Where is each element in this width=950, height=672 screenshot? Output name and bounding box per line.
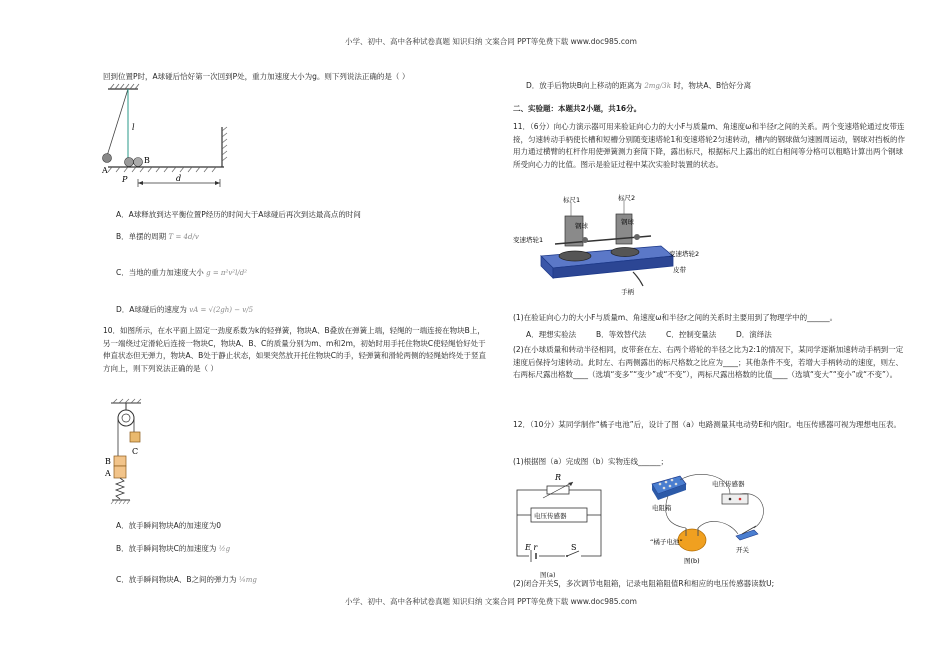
page-footer: 小学、初中、高中各种试卷真题 知识归纳 文案合同 PPT等免费下载 www.doc985.com: [345, 597, 637, 606]
caption-b: 图(b): [684, 557, 700, 565]
q12-stem: 12．（10分）某同学制作“橘子电池”后，设计了图（a）电路测量其电动势E和内阻r。电压传感器可视为理想电压表。: [513, 420, 902, 429]
q9-option-c-text: C．当地的重力加速度大小: [116, 268, 204, 277]
label-b: B: [144, 156, 150, 165]
label-wheel2: 变速塔轮2: [669, 250, 700, 258]
label-wheel1: 变速塔轮1: [513, 236, 544, 244]
steel-ball-2: [634, 234, 640, 240]
steel-ball-1: [582, 237, 588, 243]
q11-part1: (1)在验证向心力的大小F与质量m、角速度ω和半径r之间的关系时主要用到了物理学中的______。: [513, 313, 838, 322]
block-b: [114, 456, 126, 466]
q9-stem: 回到位置P时，A球碰后恰好第一次回到P处，重力加速度大小为g。则下列说法正确的是（ ）: [103, 72, 410, 81]
label-handle: 手柄: [621, 288, 634, 296]
label-s: S: [571, 543, 577, 552]
page-header: 小学、初中、高中各种试卷真题 知识归纳 文案合同 PPT等免费下载 www.doc985.com: [345, 37, 637, 46]
label-ruler2: 标尺2: [618, 194, 636, 202]
voltage-sensor-device: [722, 494, 748, 504]
q9-option-b: [116, 231, 199, 242]
label-ruler1: 标尺1: [563, 196, 581, 204]
label-orange: “橘子电池”: [650, 538, 683, 546]
q11-stem: 11．（6分）向心力演示器可用来验证向心力的大小F与质量m、角速度ω和半径r之间的关系。两个变速塔轮通过皮带连接，匀速转动手柄使长槽和短槽分别随变速塔轮1和变速塔轮2匀速转动，槽内的钢球做匀速圆周运动，钢球对挡板的作用力通过横臂的杠杆作用使弹簧测力套筒下降，露出标尺，根据标尺上露出的红白相间等分格可以粗略计算出两个钢球所受向心力的比值。图示是验证过程中某次实验时装置的状态。: [513, 122, 906, 169]
label-c: C: [132, 447, 139, 456]
label-ball1: 钢球: [575, 222, 588, 230]
label-belt: 皮带: [673, 266, 686, 274]
ball-a: [103, 154, 112, 163]
caption-a: 图(a): [540, 571, 556, 579]
q9-option-b-text: B．单摆的周期: [116, 232, 167, 241]
q9-option-a: A．A球释放到达平衡位置P经历的时间大于A球碰后再次到达最高点的时间: [116, 210, 361, 219]
q10-option-b-text: B．放手瞬间物块C的加速度为: [116, 544, 217, 553]
label-ball2: 钢球: [621, 218, 634, 226]
label-resbox: 电阻箱: [652, 504, 672, 512]
q11-option-a: A．理想实验法: [526, 330, 577, 339]
label-a2: A: [105, 469, 111, 478]
label-sensor-b: 电压传感器: [712, 480, 745, 488]
label-sensor-a: 电压传感器: [534, 512, 567, 520]
label-l: l: [132, 123, 135, 132]
pulley-spring-figure: [103, 398, 148, 508]
q11-option-d: D．演绎法: [736, 330, 772, 339]
label-a: A: [102, 166, 108, 175]
q9-option-d-formula: vA = √(2gh) − v/5: [189, 306, 254, 314]
q10-option-b-formula: ½g: [218, 545, 231, 553]
ball-b: [134, 158, 143, 167]
q10-option-d-formula: 2mg/3k: [644, 82, 671, 90]
pulley: [118, 410, 134, 426]
q12-part2: (2)闭合开关S，多次调节电阻箱，记录电阻箱阻值R和相应的电压传感器读数U;: [513, 579, 775, 588]
label-p: P: [122, 175, 128, 184]
label-r: R: [555, 473, 562, 482]
q11-option-b: B．等效替代法: [596, 330, 647, 339]
pendulum-figure: [98, 83, 233, 193]
block-a: [114, 466, 126, 478]
q10-option-d-tail: 时，物块A、B恰好分离: [673, 81, 752, 90]
q9-option-d: [116, 304, 253, 315]
spring: [116, 478, 124, 499]
block-c: [130, 432, 140, 442]
ball-a-at-p: [125, 158, 134, 167]
q10-option-b: [116, 543, 230, 554]
section-2-title: 二、实验题：本题共2小题，共16分。: [513, 104, 642, 113]
q10-stem: 10．如图所示，在水平面上固定一劲度系数为k的轻弹簧，物块A、B叠放在弹簧上端，轻绳的一端连接在物块B上，另一端绕过定滑轮后连接一物块C，物块A、B、C的质量分别为m、m和2m，初始时用手托住物块C使轻绳恰好处于伸直状态但无弹力，物块A、B处于静止状态，如果突然放开托住物块C的手，轻弹簧和滑轮两侧的轻绳始终处于竖直方向上，则下列说法正确的是（ ）: [103, 326, 487, 373]
q10-option-c-text: C．放手瞬间物块A、B之间的弹力为: [116, 575, 237, 584]
q12-part1: (1)根据图（a）完成图（b）实物连线______；: [513, 457, 668, 466]
q9-option-c: [116, 267, 247, 278]
physical-setup-b: [630, 470, 775, 568]
circuit-diagram-a: [513, 470, 605, 566]
label-switch: 开关: [736, 546, 749, 554]
q11-option-c: C．控制变量法: [666, 330, 717, 339]
q10-option-c-formula: ¼mg: [238, 576, 257, 584]
q10-option-d: [526, 80, 751, 91]
label-e-r: E r: [525, 543, 538, 552]
centripetal-apparatus-figure: [513, 194, 713, 302]
q11-part2: (2)在小球质量和转动半径相同，皮带套在左、右两个塔轮的半径之比为2:1的情况下，某同学逐渐加速转动手柄到一定速度后保持匀速转动。此时左、右两侧露出的标尺格数之比应为____；其他条件不变，若增大手柄转动的速度，则左、右两标尺露出格数____（选填“变多”“变少”或“不变”），两标尺露出格数的比值____（选填“变大”“变小”或“不变”）。: [513, 345, 904, 380]
label-b2: B: [105, 457, 111, 466]
q9-option-c-formula: g = π²v²l/d²: [206, 269, 247, 277]
q9-option-b-formula: T = 4d/v: [168, 233, 199, 241]
q10-option-c: [116, 574, 257, 585]
q10-option-d-text: D．放手后物块B向上移动的距离为: [526, 81, 642, 90]
q10-option-a: A．放手瞬间物块A的加速度为0: [116, 521, 222, 530]
label-d: d: [176, 174, 182, 183]
q9-option-d-text: D．A球碰后的速度为: [116, 305, 187, 314]
